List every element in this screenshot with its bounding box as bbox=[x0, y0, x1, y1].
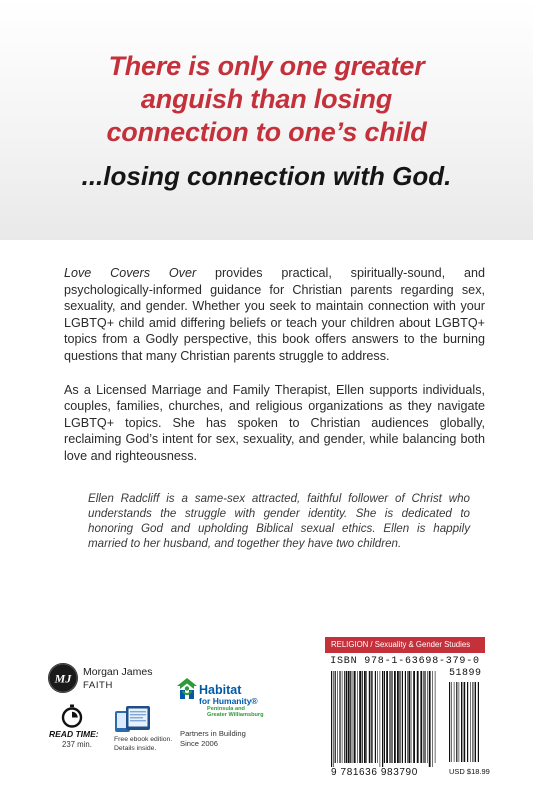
headline-line-1: There is only one greater bbox=[108, 51, 425, 81]
isbn-text: ISBN 978-1-63698-379-0 bbox=[330, 656, 480, 667]
morgan-james-logo-icon bbox=[48, 663, 78, 693]
stopwatch-icon bbox=[60, 704, 84, 728]
headline-line-3: connection to one’s child bbox=[106, 117, 427, 147]
habitat-house-icon bbox=[176, 677, 198, 701]
author-bio: Ellen Radcliff is a same-sex attracted, faithful follower of Christ who understands the struggle with gender identity. She is dedicated to honoring God and upholding Biblical sexual ethics. Ellen is happily married to her husband, and together they have two children. bbox=[88, 492, 470, 550]
readtime-value: 237 min. bbox=[62, 740, 92, 749]
ean-digits: 9 781636 983790 bbox=[331, 767, 418, 778]
barcode-block bbox=[325, 637, 490, 778]
description bbox=[64, 265, 485, 482]
ebook-devices-icon bbox=[114, 705, 152, 733]
headline bbox=[0, 50, 533, 149]
publisher-imprint: FAITH bbox=[83, 680, 113, 691]
publisher-name: Morgan James bbox=[83, 666, 153, 678]
price: USD $18.99 bbox=[449, 767, 490, 776]
partners-line-2: Since 2006 bbox=[180, 739, 218, 748]
description-paragraph-1 bbox=[64, 265, 485, 365]
ebook-line-1: Free ebook edition. bbox=[114, 736, 173, 743]
subheadline: ...losing connection with God. bbox=[81, 161, 452, 191]
habitat-affiliate-line-2: Greater Williamsburg bbox=[207, 712, 264, 718]
description-paragraph-2: As a Licensed Marriage and Family Therapist, Ellen supports individuals, couples, families, churches, and religious organizations as they navigate LGBTQ+ topics. She has spoken to Christian audiences globally, reclaiming God’s intent for sex, sexuality, and gender, while balancing both love and righteousness. bbox=[64, 382, 485, 463]
partners-line-1: Partners in Building bbox=[180, 729, 246, 738]
readtime-label: READ TIME: bbox=[49, 729, 99, 739]
habitat-affiliate-line-1: Peninsula and bbox=[207, 706, 245, 712]
price-code: 51899 bbox=[449, 668, 482, 679]
headline-line-2: anguish than losing bbox=[140, 84, 393, 114]
category-strip: RELIGION / Sexuality & Gender Studies bbox=[325, 637, 485, 653]
habitat-name: Habitat bbox=[199, 683, 242, 697]
description-paragraph-1-text: provides practical, spiritually-sound, and psychologically-informed guidance for Christian parents regarding sex, sexuality, and gender. Whether you seek to maintain connection with your LGBTQ+ child amid differing beliefs or teach your children about LGBTQ+ topics from a Godly perspective, this book offers answers to the burning questions that many Christian parents struggle to address. bbox=[64, 266, 485, 363]
publisher-mark-text: MJ bbox=[54, 671, 72, 686]
barcode-bars-icon bbox=[325, 668, 485, 768]
book-title: Love Covers Over bbox=[64, 266, 197, 280]
ebook-line-2: Details inside. bbox=[114, 745, 157, 752]
habitat-subname: for Humanity® bbox=[199, 696, 258, 706]
